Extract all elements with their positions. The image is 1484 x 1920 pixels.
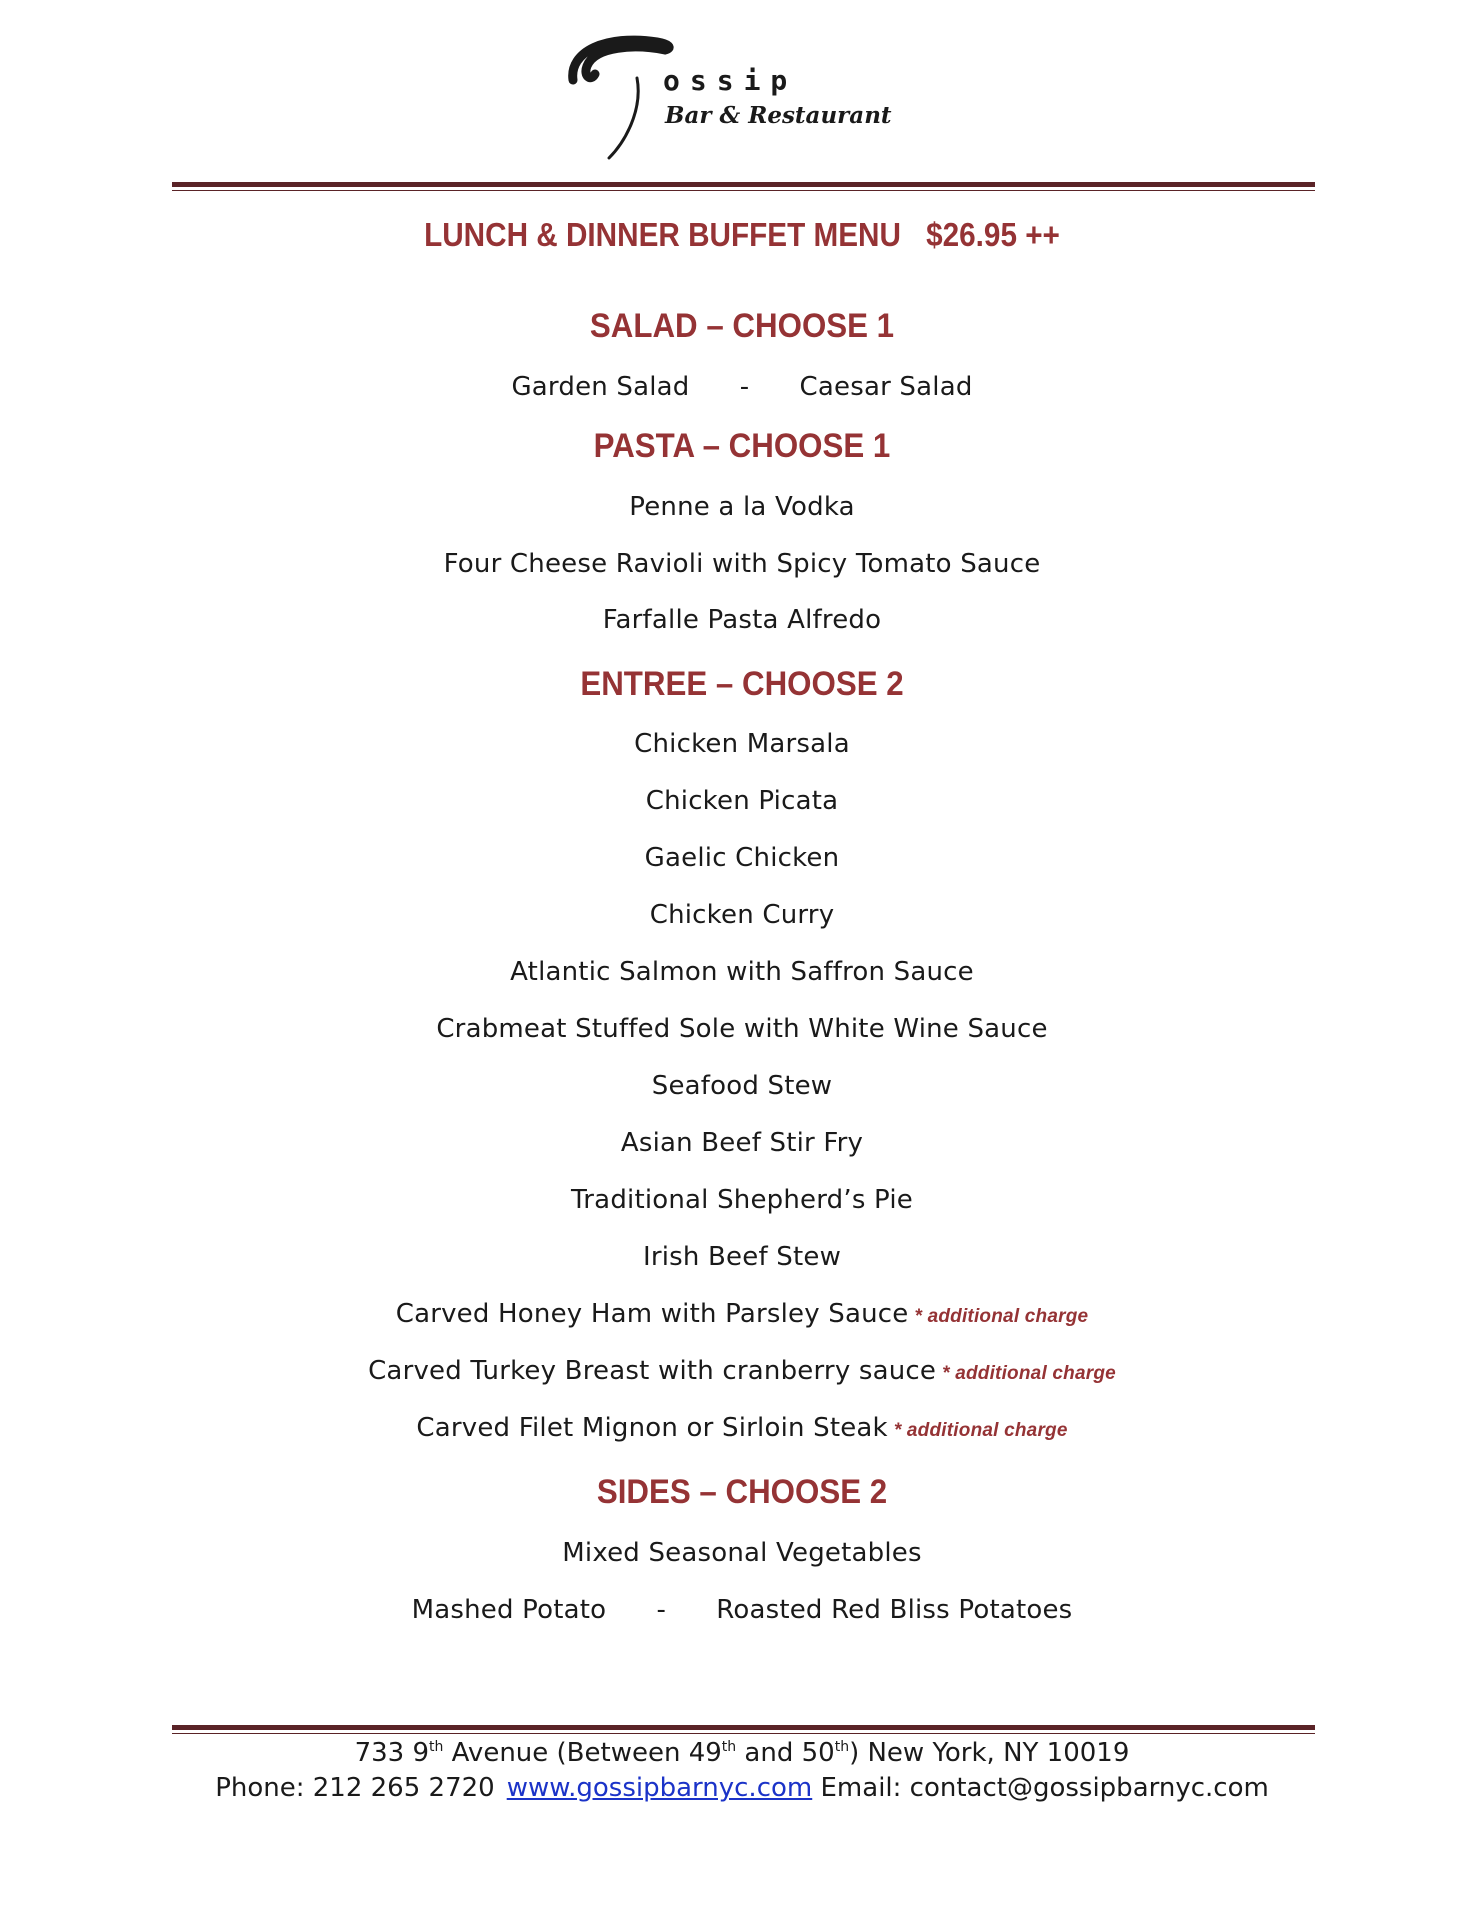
sides-option-mashed: Mashed Potato xyxy=(411,1595,607,1625)
entree-item: Crabmeat Stuffed Sole with White Wine Sauce xyxy=(436,1014,1048,1044)
logo-swoosh-icon xyxy=(565,30,675,165)
salad-option-caesar: Caesar Salad xyxy=(799,372,973,402)
entree-item-premium xyxy=(0,1356,1484,1386)
address-text: 733 9 xyxy=(354,1738,430,1768)
salad-option-garden: Garden Salad xyxy=(511,372,690,402)
top-divider xyxy=(172,182,1315,191)
pasta-item: Farfalle Pasta Alfredo xyxy=(602,605,882,635)
menu-title-text: LUNCH & DINNER BUFFET MENU xyxy=(424,216,901,253)
bottom-divider xyxy=(172,1725,1315,1734)
entree-item: Chicken Marsala xyxy=(634,729,850,759)
pasta-heading: PASTA – CHOOSE 1 xyxy=(593,427,891,465)
logo-tagline: Bar & Restaurant xyxy=(665,102,892,129)
additional-charge-note: * additional charge xyxy=(942,1363,1116,1384)
salad-options-row xyxy=(0,372,1484,402)
entree-item: Seafood Stew xyxy=(651,1071,833,1101)
ordinal-suffix: th xyxy=(834,1739,850,1755)
pasta-item: Penne a la Vodka xyxy=(629,492,855,522)
address-text: and 50 xyxy=(736,1738,835,1768)
entree-item-premium xyxy=(0,1299,1484,1329)
footer-phone: Phone: 212 265 2720 xyxy=(215,1773,495,1803)
entree-item: Atlantic Salmon with Saffron Sauce xyxy=(510,957,974,987)
sides-option-red-bliss: Roasted Red Bliss Potatoes xyxy=(716,1595,1073,1625)
sides-options-row xyxy=(0,1595,1484,1625)
entree-item: Traditional Shepherd’s Pie xyxy=(571,1185,913,1215)
ordinal-suffix: th xyxy=(429,1739,444,1755)
sides-item: Mixed Seasonal Vegetables xyxy=(562,1538,922,1568)
footer-email: Email: contact@gossipbarnyc.com xyxy=(820,1773,1269,1803)
address-text: ) New York, NY 10019 xyxy=(849,1738,1130,1768)
salad-separator: - xyxy=(739,372,750,402)
entree-item-premium xyxy=(0,1413,1484,1443)
additional-charge-note: * additional charge xyxy=(914,1306,1089,1327)
entree-item-label: Carved Filet Mignon or Sirloin Steak xyxy=(416,1413,888,1443)
entree-item: Gaelic Chicken xyxy=(644,843,840,873)
sides-separator: - xyxy=(656,1595,667,1625)
footer-address xyxy=(0,1738,1484,1768)
menu-title xyxy=(74,216,1410,254)
entree-item-label: Carved Honey Ham with Parsley Sauce xyxy=(395,1299,909,1329)
website-link[interactable]: www.gossipbarnyc.com xyxy=(506,1773,813,1803)
entree-item: Chicken Curry xyxy=(649,900,835,930)
gossip-logo xyxy=(565,30,895,165)
logo-wordmark: ossip xyxy=(663,64,798,97)
salad-heading: SALAD – CHOOSE 1 xyxy=(589,307,895,345)
sides-heading: SIDES – CHOOSE 2 xyxy=(596,1473,888,1511)
pasta-item: Four Cheese Ravioli with Spicy Tomato Sauce xyxy=(443,549,1041,579)
ordinal-suffix: th xyxy=(721,1739,737,1755)
address-text: Avenue (Between 49 xyxy=(443,1738,722,1768)
entree-item: Irish Beef Stew xyxy=(642,1242,842,1272)
footer-contact xyxy=(0,1773,1484,1803)
entree-item: Asian Beef Stir Fry xyxy=(620,1128,864,1158)
additional-charge-note: * additional charge xyxy=(893,1420,1068,1441)
entree-heading: ENTREE – CHOOSE 2 xyxy=(580,665,904,703)
entree-item-label: Carved Turkey Breast with cranberry sauce xyxy=(368,1356,937,1386)
entree-item: Chicken Picata xyxy=(645,786,839,816)
menu-price: $26.95 ++ xyxy=(926,216,1060,253)
